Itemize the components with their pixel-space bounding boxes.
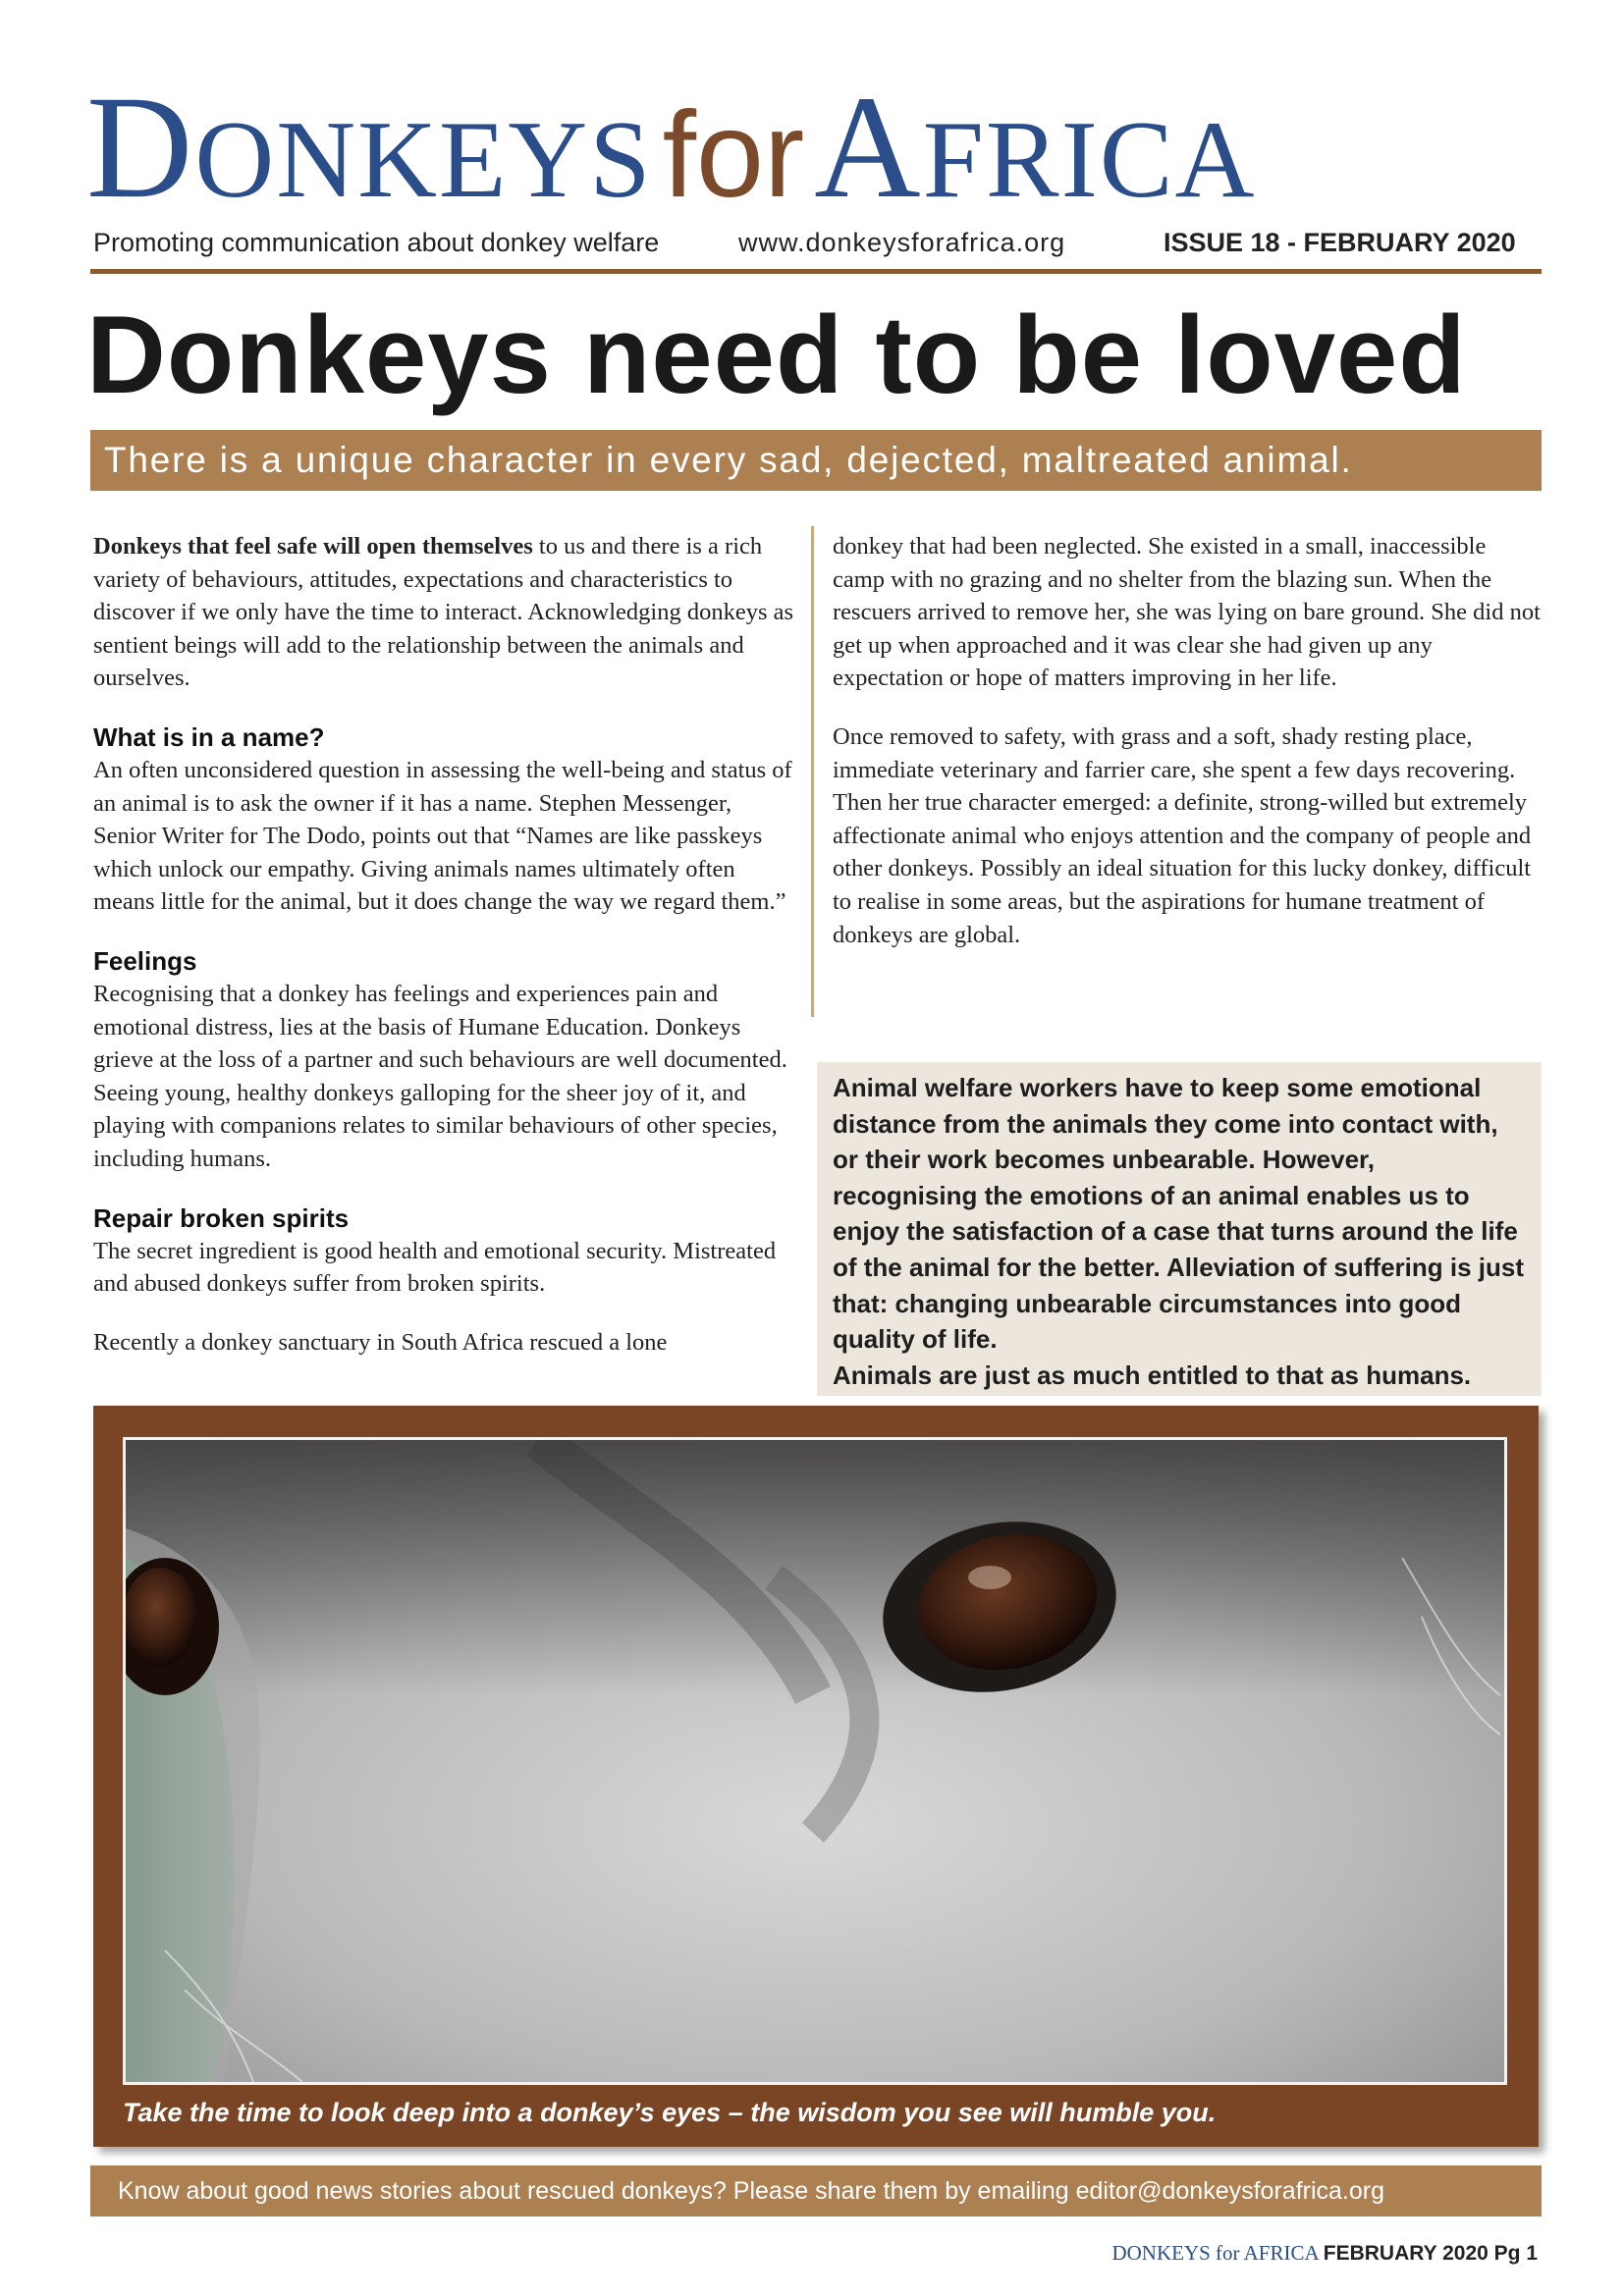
tagline: Promoting communication about donkey welfare bbox=[93, 228, 660, 257]
rescue-paragraph: donkey that had been neglected. She existed in a small, inaccessible camp with no grazing and no shelter from the blazing sun. When the rescuers arrived to remove her, she was lying on bare ground. She did not get up when approached and it was clear she had given up any expectation or hope of matters improving in her life. bbox=[833, 533, 1541, 692]
donkey-face-illustration bbox=[126, 1440, 1504, 2082]
recovery-paragraph: Once removed to safety, with grass and a soft, shady resting place, immediate veterinary and farrier care, she spent a few days recovering. Then her true character emerged: a definite, strong-willed but extremely affectionate animal who enjoys attention and the company of people and other donkeys. Possibly an ideal situation for this lucky donkey, difficult to realise in some areas, but the aspirations for humane treatment of donkeys are global. bbox=[833, 722, 1532, 948]
section-heading-feelings: Feelings bbox=[93, 945, 197, 976]
donkey-eyes-photo bbox=[123, 1437, 1507, 2085]
share-stories-banner: Know about good news stories about rescued donkeys? Please share them by emailing editor@donkeysforafrica.org bbox=[90, 2165, 1542, 2216]
photo-frame bbox=[93, 1406, 1539, 2147]
section-heading-spirits: Repair broken spirits bbox=[93, 1202, 350, 1233]
article-column-right bbox=[833, 530, 1542, 977]
article-column-left bbox=[93, 530, 800, 1384]
website-url[interactable]: www.donkeysforafrica.org bbox=[738, 228, 1066, 257]
issue-label: ISSUE 18 - FEBRUARY 2020 bbox=[1164, 228, 1516, 257]
masthead-donkeys: DONKEYS bbox=[86, 66, 653, 229]
intro-text: to us and there is a rich variety of behaviours, attitudes, expectations and characteristics to discover if we only have the time to interact. Acknowledging donkeys as sentient beings will add to the relationship between the animals and ourselves. bbox=[93, 533, 794, 692]
callout-closing: Animals are just as much entitled to that as humans. bbox=[833, 1360, 1472, 1390]
footer-page-number: FEBRUARY 2020 Pg 1 bbox=[1323, 2242, 1538, 2265]
column-divider bbox=[811, 526, 814, 1017]
page-footer bbox=[1111, 2241, 1538, 2266]
section-body-name: An often unconsidered question in assessing the well-being and status of an animal is to ask the owner if it has a name. Stephen Messenger, Senior Writer for The Dodo, points out that “Names are like passkeys which unlock our empathy. Giving animals names ultimately often means little for the animal, but it does change the way we regard them.” bbox=[93, 756, 792, 916]
masthead-africa: AFRICA bbox=[814, 66, 1257, 229]
callout-box bbox=[817, 1062, 1542, 1396]
intro-paragraph bbox=[93, 530, 800, 695]
section-body-spirits-2: Recently a donkey sanctuary in South Africa rescued a lone bbox=[93, 1328, 668, 1356]
subhead-banner: There is a unique character in every sad, dejected, maltreated animal. bbox=[90, 430, 1542, 491]
section-body-feelings: Recognising that a donkey has feelings and experiences pain and emotional distress, lies at the basis of Humane Education. Donkeys grieve at the loss of a partner and such behaviours are well documented. Seeing young, healthy donkeys galloping for the sheer joy of it, and playing with companions relates to similar behaviours of other species, including humans. bbox=[93, 980, 787, 1172]
masthead-logo bbox=[86, 66, 1559, 229]
intro-lead: Donkeys that feel safe will open themselves bbox=[93, 533, 533, 560]
masthead-rule bbox=[90, 269, 1542, 274]
section-body-spirits: The secret ingredient is good health and emotional security. Mistreated and abused donkeys suffer from broken spirits. bbox=[93, 1237, 777, 1298]
photo-caption: Take the time to look deep into a donkey’s eyes – the wisdom you see will humble you. bbox=[123, 2098, 1217, 2127]
section-heading-name: What is in a name? bbox=[93, 721, 325, 752]
callout-text: Animal welfare workers have to keep some emotional distance from the animals they come into contact with, or their work becomes unbearable. However, recognising the emotions of an animal enables us to enjoy the satisfaction of a case that turns around the life of the animal for the better. Alleviation of suffering is just that: changing unbearable circumstances into good quality of life. bbox=[833, 1073, 1525, 1355]
footer-brand: DONKEYS for AFRICA bbox=[1111, 2241, 1319, 2265]
page-title: Donkeys need to be loved bbox=[86, 294, 1467, 416]
masthead-for: for bbox=[662, 87, 805, 223]
